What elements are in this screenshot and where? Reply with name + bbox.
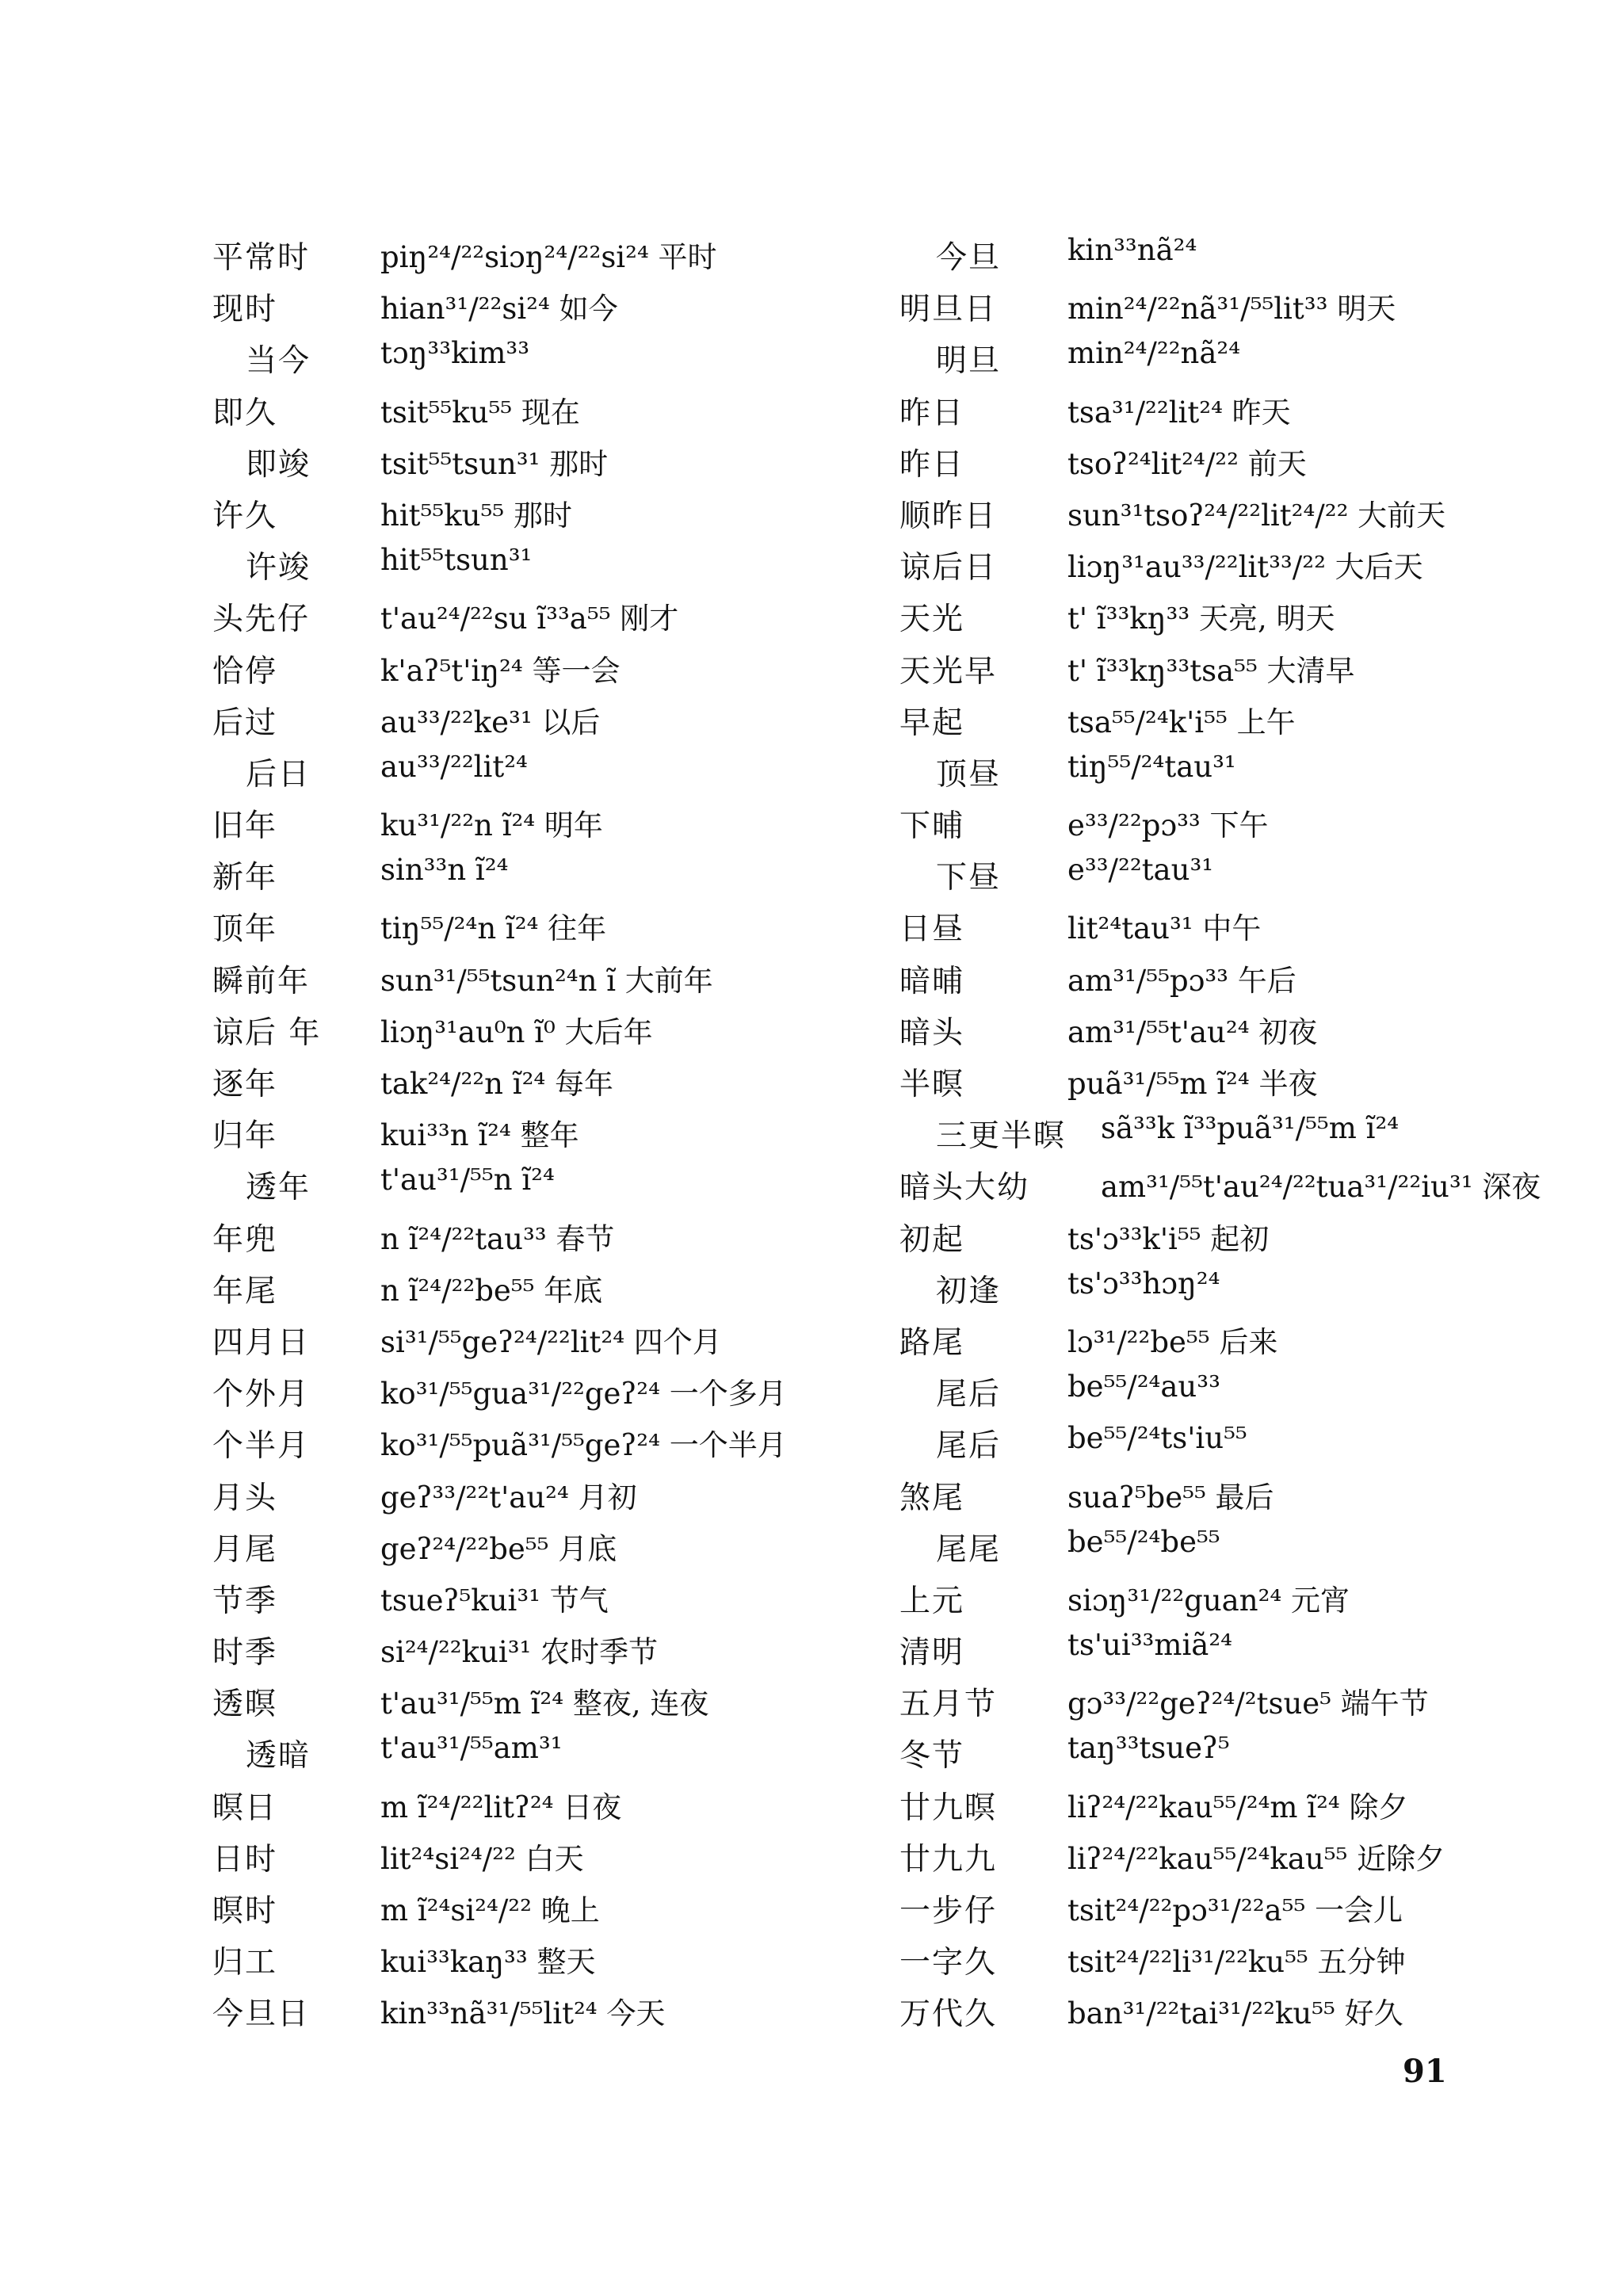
entry-word: 路尾 <box>899 1324 965 1361</box>
entry-word: 尾尾 <box>936 1531 1002 1568</box>
entry-pronunciation: ts'ui³³miã²⁴ <box>1067 1628 1232 1663</box>
entry-pronunciation: be⁵⁵/²⁴ts'iu⁵⁵ <box>1067 1421 1247 1456</box>
entry-pronunciation: kui³³kaŋ³³ 整天 <box>380 1945 596 1980</box>
entry-pronunciation: tsit²⁴/²²li³¹/²²ku⁵⁵ 五分钟 <box>1067 1945 1406 1980</box>
dictionary-entry <box>899 379 1573 430</box>
entry-pronunciation: gɔ³³/²²geʔ²⁴/²tsue⁵ 端午节 <box>1067 1687 1429 1721</box>
entry-pronunciation: tiŋ⁵⁵/²⁴n ĩ²⁴ 往年 <box>380 911 607 946</box>
dictionary-entry <box>899 999 1573 1050</box>
dictionary-entry <box>899 1050 1573 1102</box>
dictionary-entry <box>899 740 1573 792</box>
entry-word: 透暝 <box>212 1687 278 1723</box>
entry-pronunciation: tɔŋ³³kim³³ <box>380 336 530 371</box>
entry-word: 顺昨日 <box>899 498 998 534</box>
entry-word: 年尾 <box>212 1273 278 1309</box>
entry-pronunciation: sin³³n ĩ²⁴ <box>380 853 509 888</box>
dictionary-entry <box>899 1618 1573 1670</box>
dictionary-entry <box>212 792 910 843</box>
entry-word: 个半月 <box>212 1428 311 1465</box>
dictionary-entry <box>899 1877 1573 1928</box>
dictionary-entry <box>212 1205 910 1257</box>
dictionary-entry <box>212 1721 910 1773</box>
entry-word: 后过 <box>212 705 278 741</box>
entry-pronunciation: kin³³nã³¹/⁵⁵lit²⁴ 今天 <box>380 1996 666 2031</box>
entry-word: 归工 <box>212 1945 278 1981</box>
entry-pronunciation: suaʔ⁵be⁵⁵ 最后 <box>1067 1480 1274 1515</box>
entry-word: 顶昼 <box>936 756 1002 793</box>
entry-word: 归年 <box>212 1118 278 1155</box>
dictionary-entry <box>212 482 910 533</box>
dictionary-entry <box>899 430 1573 482</box>
entry-pronunciation: t' ĩ³³kŋ³³tsa⁵⁵ 大清早 <box>1067 653 1355 688</box>
dictionary-entry <box>212 740 910 792</box>
dictionary-entry <box>899 1205 1573 1257</box>
dictionary-entry <box>212 947 910 999</box>
dictionary-entry <box>212 1102 910 1153</box>
entry-word: 今旦日 <box>212 1996 311 2033</box>
entry-pronunciation: sã³³k ĩ³³puã³¹/⁵⁵m ĩ²⁴ <box>1101 1111 1400 1146</box>
entry-word: 即竣 <box>246 446 311 483</box>
dictionary-entry <box>899 1412 1573 1463</box>
entry-pronunciation: liʔ²⁴/²²kau⁵⁵/²⁴kau⁵⁵ 近除夕 <box>1067 1841 1445 1876</box>
entry-word: 明旦日 <box>899 292 998 328</box>
entry-word: 恰停 <box>212 653 278 690</box>
entry-pronunciation: be⁵⁵/²⁴be⁵⁵ <box>1067 1524 1220 1559</box>
entry-word: 谅后日 <box>899 550 998 586</box>
entry-pronunciation: m ĩ²⁴/²²litʔ²⁴ 日夜 <box>380 1790 622 1824</box>
entry-pronunciation: t'au³¹/⁵⁵n ĩ²⁴ <box>380 1163 555 1198</box>
dictionary-entry <box>212 1774 910 1825</box>
dictionary-entry <box>899 1825 1573 1877</box>
entry-pronunciation: geʔ²⁴/²²be⁵⁵ 月底 <box>380 1531 617 1566</box>
dictionary-entry <box>212 1360 910 1412</box>
dictionary-entry <box>899 1153 1573 1205</box>
entry-word: 一步仔 <box>899 1893 998 1929</box>
entry-pronunciation: puã³¹/⁵⁵m ĩ²⁴ 半夜 <box>1067 1067 1318 1101</box>
dictionary-entry <box>212 1308 910 1360</box>
entry-pronunciation: tsit²⁴/²²pɔ³¹/²²a⁵⁵ 一会儿 <box>1067 1893 1403 1927</box>
entry-word: 天光 <box>899 602 965 638</box>
dictionary-entry <box>212 637 910 689</box>
entry-pronunciation: t'au³¹/⁵⁵m ĩ²⁴ 整夜, 连夜 <box>380 1687 709 1721</box>
entry-word: 当今 <box>246 343 311 380</box>
entry-pronunciation: lit²⁴tau³¹ 中午 <box>1067 911 1262 946</box>
entry-word: 三更半暝 <box>936 1118 1067 1155</box>
entry-pronunciation: tsa³¹/²²lit²⁴ 昨天 <box>1067 395 1291 430</box>
entry-word: 半暝 <box>899 1067 965 1102</box>
entry-word: 顶年 <box>212 911 278 948</box>
dictionary-entry <box>212 327 910 378</box>
dictionary-entry <box>899 1360 1573 1412</box>
dictionary-entry <box>899 482 1573 533</box>
dictionary-entry <box>899 585 1573 636</box>
entry-word: 下晡 <box>899 808 965 845</box>
entry-pronunciation: tsueʔ⁵kui³¹ 节气 <box>380 1583 609 1618</box>
dictionary-entry <box>212 1515 910 1567</box>
entry-word: 五月节 <box>899 1687 998 1723</box>
entry-pronunciation: ko³¹/⁵⁵gua³¹/²²geʔ²⁴ 一个多月 <box>380 1377 787 1412</box>
page-number: 91 <box>1403 2053 1447 2090</box>
entry-word: 暝日 <box>212 1790 278 1826</box>
entry-word: 瞬前年 <box>212 963 311 999</box>
entry-word: 冬节 <box>899 1738 965 1775</box>
entry-pronunciation: m ĩ²⁴si²⁴/²² 晚上 <box>380 1893 600 1927</box>
dictionary-entry <box>212 843 910 895</box>
entry-word: 尾后 <box>936 1428 1002 1465</box>
entry-pronunciation: taŋ³³tsueʔ⁵ <box>1067 1731 1230 1766</box>
entry-word: 平常时 <box>212 240 311 276</box>
entry-word: 煞尾 <box>899 1480 965 1516</box>
entry-pronunciation: siɔŋ³¹/²²guan²⁴ 元宵 <box>1067 1583 1350 1618</box>
dictionary-entry <box>899 275 1573 327</box>
entry-pronunciation: e³³/²²tau³¹ <box>1067 853 1214 888</box>
entry-word: 后日 <box>246 756 311 793</box>
entry-pronunciation: au³³/²²lit²⁴ <box>380 749 528 784</box>
entry-word: 日时 <box>212 1841 278 1878</box>
entry-word: 时季 <box>212 1635 278 1671</box>
entry-pronunciation: tsit⁵⁵tsun³¹ 那时 <box>380 446 609 481</box>
dictionary-entry <box>899 1567 1573 1618</box>
entry-pronunciation: liʔ²⁴/²²kau⁵⁵/²⁴m ĩ²⁴ 除夕 <box>1067 1790 1408 1824</box>
dictionary-entry <box>212 1153 910 1205</box>
dictionary-entry <box>899 1928 1573 1980</box>
entry-pronunciation: hian³¹/²²si²⁴ 如今 <box>380 292 618 327</box>
dictionary-entry <box>899 1670 1573 1721</box>
dictionary-entry <box>212 533 910 585</box>
entry-word: 许竣 <box>246 550 311 586</box>
dictionary-entry <box>212 1670 910 1721</box>
entry-pronunciation: liɔŋ³¹au⁰n ĩ⁰ 大后年 <box>380 1014 653 1049</box>
dictionary-entry <box>212 689 910 740</box>
entry-word: 即久 <box>212 395 278 431</box>
dictionary-entry <box>212 379 910 430</box>
dictionary-entry <box>212 1928 910 1980</box>
entry-pronunciation: tsa⁵⁵/²⁴k'i⁵⁵ 上午 <box>1067 705 1296 739</box>
dictionary-entry <box>899 689 1573 740</box>
entry-word: 新年 <box>212 860 278 896</box>
entry-word: 年兜 <box>212 1221 278 1258</box>
entry-pronunciation: min²⁴/²²nã³¹/⁵⁵lit³³ 明天 <box>1067 292 1396 327</box>
dictionary-entry <box>899 895 1573 946</box>
entry-pronunciation: ts'ɔ³³hɔŋ²⁴ <box>1067 1266 1220 1301</box>
dictionary-entry <box>212 1980 910 2031</box>
dictionary-entry <box>212 999 910 1050</box>
dictionary-entry <box>899 1721 1573 1773</box>
entry-word: 一字久 <box>899 1945 998 1981</box>
entry-pronunciation: si³¹/⁵⁵geʔ²⁴/²²lit²⁴ 四个月 <box>380 1324 722 1359</box>
entry-word: 暗头 <box>899 1014 965 1051</box>
dictionary-entry <box>212 585 910 636</box>
entry-pronunciation: sun³¹tsoʔ²⁴/²²lit²⁴/²² 大前天 <box>1067 498 1446 533</box>
dictionary-entry <box>899 223 1573 275</box>
entry-word: 现时 <box>212 292 278 328</box>
entry-pronunciation: au³³/²²ke³¹ 以后 <box>380 705 601 739</box>
entry-pronunciation: tsit⁵⁵ku⁵⁵ 现在 <box>380 395 580 430</box>
entry-word: 昨日 <box>899 446 965 483</box>
entry-pronunciation: t'au²⁴/²²su ĩ³³a⁵⁵ 刚才 <box>380 602 679 636</box>
dictionary-entry <box>899 843 1573 895</box>
left-column <box>212 223 910 2032</box>
entry-word: 暝时 <box>212 1893 278 1929</box>
entry-word: 初逢 <box>936 1273 1002 1309</box>
entry-word: 廿九九 <box>899 1841 998 1878</box>
dictionary-entry <box>212 1877 910 1928</box>
dictionary-entry <box>899 1980 1573 2031</box>
entry-pronunciation: n ĩ²⁴/²²tau³³ 春节 <box>380 1221 615 1256</box>
entry-word: 月尾 <box>212 1531 278 1568</box>
entry-word: 节季 <box>212 1583 278 1619</box>
right-column <box>899 223 1573 2032</box>
entry-pronunciation: am³¹/⁵⁵t'au²⁴ 初夜 <box>1067 1014 1318 1049</box>
dictionary-entry <box>212 895 910 946</box>
dictionary-entry <box>899 1308 1573 1360</box>
entry-word: 头先仔 <box>212 602 311 638</box>
entry-pronunciation: kin³³nã²⁴ <box>1067 233 1197 267</box>
dictionary-entry <box>212 1464 910 1515</box>
entry-word: 暗晡 <box>899 963 965 999</box>
entry-pronunciation: min²⁴/²²nã²⁴ <box>1067 336 1241 371</box>
dictionary-entry <box>899 1102 1573 1153</box>
dictionary-entry <box>899 1515 1573 1567</box>
entry-word: 廿九暝 <box>899 1790 998 1826</box>
entry-word: 上元 <box>899 1583 965 1619</box>
entry-pronunciation: lit²⁴si²⁴/²² 白天 <box>380 1841 584 1876</box>
dictionary-entry <box>899 533 1573 585</box>
dictionary-entry <box>899 637 1573 689</box>
entry-word: 昨日 <box>899 395 965 431</box>
entry-word: 下昼 <box>936 860 1002 896</box>
dictionary-entry <box>899 947 1573 999</box>
dictionary-entry <box>212 1412 910 1463</box>
entry-word: 明旦 <box>936 343 1002 380</box>
dictionary-entry <box>899 327 1573 378</box>
entry-pronunciation: piŋ²⁴/²²siɔŋ²⁴/²²si²⁴ 平时 <box>380 240 717 274</box>
dictionary-entry <box>212 430 910 482</box>
entry-word: 万代久 <box>899 1996 998 2033</box>
entry-pronunciation: geʔ³³/²²t'au²⁴ 月初 <box>380 1480 637 1515</box>
entry-word: 四月日 <box>212 1324 311 1361</box>
entry-pronunciation: hit⁵⁵ku⁵⁵ 那时 <box>380 498 572 533</box>
entry-word: 旧年 <box>212 808 278 845</box>
entry-word: 尾后 <box>936 1377 1002 1413</box>
entry-pronunciation: ko³¹/⁵⁵puã³¹/⁵⁵geʔ²⁴ 一个半月 <box>380 1428 787 1463</box>
dictionary-entry <box>212 1618 910 1670</box>
entry-pronunciation: sun³¹/⁵⁵tsun²⁴n ĩ 大前年 <box>380 963 713 998</box>
entry-word: 清明 <box>899 1635 965 1671</box>
dictionary-entry <box>899 1257 1573 1308</box>
entry-pronunciation: e³³/²²pɔ³³ 下午 <box>1067 808 1269 843</box>
entry-pronunciation: n ĩ²⁴/²²be⁵⁵ 年底 <box>380 1273 603 1308</box>
dictionary-entry <box>899 792 1573 843</box>
entry-word: 许久 <box>212 498 278 534</box>
entry-word: 透暗 <box>246 1738 311 1775</box>
entry-word: 初起 <box>899 1221 965 1258</box>
entry-pronunciation: liɔŋ³¹au³³/²²lit³³/²² 大后天 <box>1067 550 1423 585</box>
entry-pronunciation: si²⁴/²²kui³¹ 农时季节 <box>380 1635 659 1670</box>
entry-word: 谅后 年 <box>212 1014 322 1051</box>
entry-word: 透年 <box>246 1170 311 1206</box>
entry-word: 早起 <box>899 705 965 741</box>
dictionary-entry <box>899 1774 1573 1825</box>
dictionary-entry <box>212 1257 910 1308</box>
dictionary-entry <box>212 1567 910 1618</box>
dictionary-entry <box>212 223 910 275</box>
entry-word: 今旦 <box>936 240 1002 276</box>
entry-pronunciation: t'au³¹/⁵⁵am³¹ <box>380 1731 563 1766</box>
entry-pronunciation: tak²⁴/²²n ĩ²⁴ 每年 <box>380 1067 613 1101</box>
entry-pronunciation: am³¹/⁵⁵pɔ³³ 午后 <box>1067 963 1296 998</box>
entry-pronunciation: tsoʔ²⁴lit²⁴/²² 前天 <box>1067 446 1307 481</box>
entry-pronunciation: am³¹/⁵⁵t'au²⁴/²²tua³¹/²²iu³¹ 深夜 <box>1101 1170 1541 1205</box>
entry-pronunciation: k'aʔ⁵t'iŋ²⁴ 等一会 <box>380 653 621 688</box>
entry-word: 逐年 <box>212 1067 278 1102</box>
entry-word: 个外月 <box>212 1377 311 1413</box>
entry-pronunciation: tiŋ⁵⁵/²⁴tau³¹ <box>1067 749 1236 784</box>
entry-pronunciation: ku³¹/²²n ĩ²⁴ 明年 <box>380 808 603 843</box>
entry-word: 天光早 <box>899 653 998 690</box>
dictionary-entry <box>212 275 910 327</box>
dictionary-entry <box>212 1050 910 1102</box>
entry-word: 暗头大幼 <box>899 1170 1030 1206</box>
entry-word: 日昼 <box>899 911 965 948</box>
entry-pronunciation: t' ĩ³³kŋ³³ 天亮, 明天 <box>1067 602 1335 636</box>
entry-pronunciation: ban³¹/²²tai³¹/²²ku⁵⁵ 好久 <box>1067 1996 1403 2031</box>
entry-pronunciation: ts'ɔ³³k'i⁵⁵ 起初 <box>1067 1221 1270 1256</box>
entry-word: 月头 <box>212 1480 278 1516</box>
dictionary-entry <box>899 1464 1573 1515</box>
entry-pronunciation: kui³³n ĩ²⁴ 整年 <box>380 1118 579 1153</box>
entry-pronunciation: be⁵⁵/²⁴au³³ <box>1067 1370 1220 1404</box>
entry-pronunciation: lɔ³¹/²²be⁵⁵ 后来 <box>1067 1324 1278 1359</box>
dictionary-entry <box>212 1825 910 1877</box>
entry-pronunciation: hit⁵⁵tsun³¹ <box>380 543 533 578</box>
